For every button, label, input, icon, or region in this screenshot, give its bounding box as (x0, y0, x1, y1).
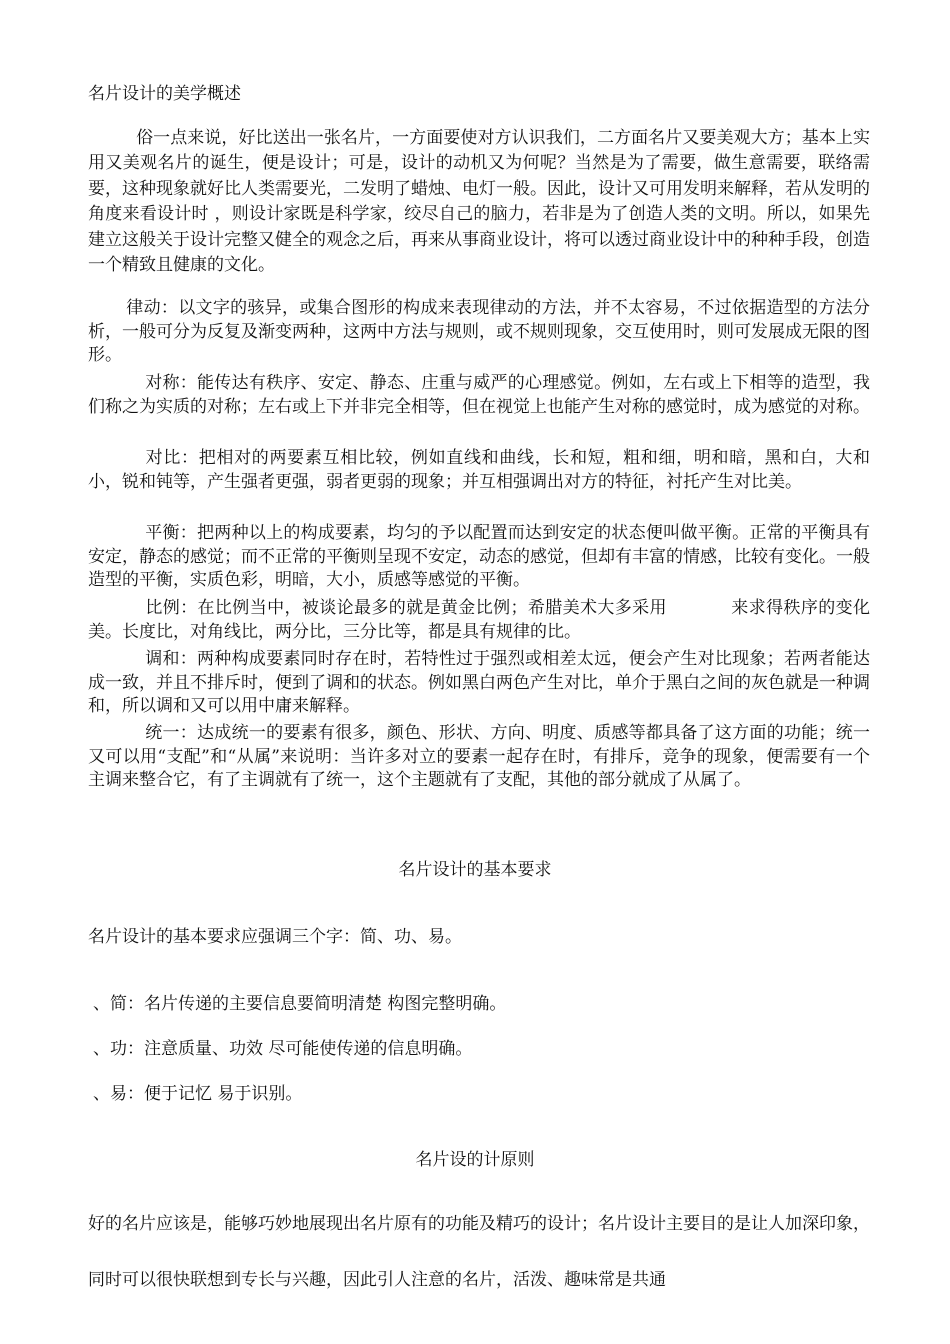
requirement-easy: 、易：便于记忆 易于识别。 (93, 1084, 303, 1104)
paragraph-unity: 统一：达成统一的要素有很多，颜色、形状、方向、明度、质感等都具备了这方面的功能；统一又可以用“支配”和“从属”来说明：当许多对立的要素一起存在时，有排斥，竞争的现象，便需要有一个主调来整合它，有了主调就有了统一，这个主题就有了支配，其他的部分就成了从属了。 (88, 723, 870, 791)
paragraph-harmony: 调和：两种构成要素同时存在时，若特性过于强烈或相差太远，便会产生对比现象；若两者能达成一致，并且不排斥时，便到了调和的状态。例如黑白两色产生对比，单介于黑白之间的灰色就是一种调和，所以调和又可以用中庸来解释。 (88, 649, 870, 717)
paragraph-symmetry: 对称：能传达有秩序、安定、静态、庄重与威严的心理感觉。例如，左右或上下相等的造型，我们称之为实质的对称；左右或上下并非完全相等，但在视觉上也能产生对称的感觉时，成为感觉的对称。 (88, 373, 870, 417)
heading-design-principles: 名片设的计原则 (415, 1150, 535, 1170)
paragraph-contrast: 对比：把相对的两要素互相比较，例如直线和曲线，长和短，粗和细，明和暗，黑和白，大和小，锐和钝等，产生强者更强，弱者更弱的现象；并互相强调出对方的特征，衬托产生对比美。 (88, 448, 870, 492)
paragraph-balance: 平衡：把两种以上的构成要素，均匀的予以配置而达到安定的状态便叫做平衡。正常的平衡具有安定，静态的感觉；而不正常的平衡则呈现不安定，动态的感觉，但却有丰富的情感，比较有变化。一般造型的平衡，实质色彩，明暗，大小，质感等感觉的平衡。 (88, 523, 870, 591)
paragraph-proportion: 比例：在比例当中，被谈论最多的就是黄金比例；希腊美术大多采用 来求得秩序的变化美。长度比，对角线比，两分比，三分比等，都是具有规律的比。 (88, 598, 870, 642)
paragraph-intro: 俗一点来说，好比送出一张名片，一方面要使对方认识我们，二方面名片又要美观大方；基本上实用又美观名片的诞生，便是设计；可是，设计的动机又为何呢？当然是为了需要，做生意需要，联络需要，这种现象就好比人类需要光，二发明了蜡烛、电灯一般。因此，设计又可用发明来解释，若从发明的角度来看设计时 ，则设计家既是科学家，绞尽自己的脑力，若非是为了创造人类的文明。所以，如果先建立这般关于设计完整又健全的观念之后，再来从事商业设计，将可以透过商业设计中的种种手段，创造一个精致且健康的文化。 (88, 128, 870, 276)
heading-basic-requirements: 名片设计的基本要求 (398, 860, 552, 880)
paragraph-principles: 好的名片应该是，能够巧妙地展现出名片原有的功能及精巧的设计；名片设计主要目的是让人加深印象，同时可以很快联想到专长与兴趣，因此引人注意的名片，活泼、趣味常是共通 (88, 1214, 870, 1290)
heading-aesthetics: 名片设计的美学概述 (88, 84, 241, 104)
requirement-function: 、功：注意质量、功效 尽可能使传递的信息明确。 (93, 1039, 473, 1059)
requirement-simple: 、简：名片传递的主要信息要简明清楚 构图完整明确。 (93, 994, 507, 1014)
requirements-intro: 名片设计的基本要求应强调三个字：简、功、易。 (88, 927, 462, 947)
paragraph-rhythm: 律动：以文字的骇异，或集合图形的构成来表现律动的方法，并不太容易，不过依据造型的方法分析，一般可分为反复及渐变两种，这两中方法与规则，或不规则现象，交互使用时，则可发展成无限的图形。 (88, 298, 870, 366)
